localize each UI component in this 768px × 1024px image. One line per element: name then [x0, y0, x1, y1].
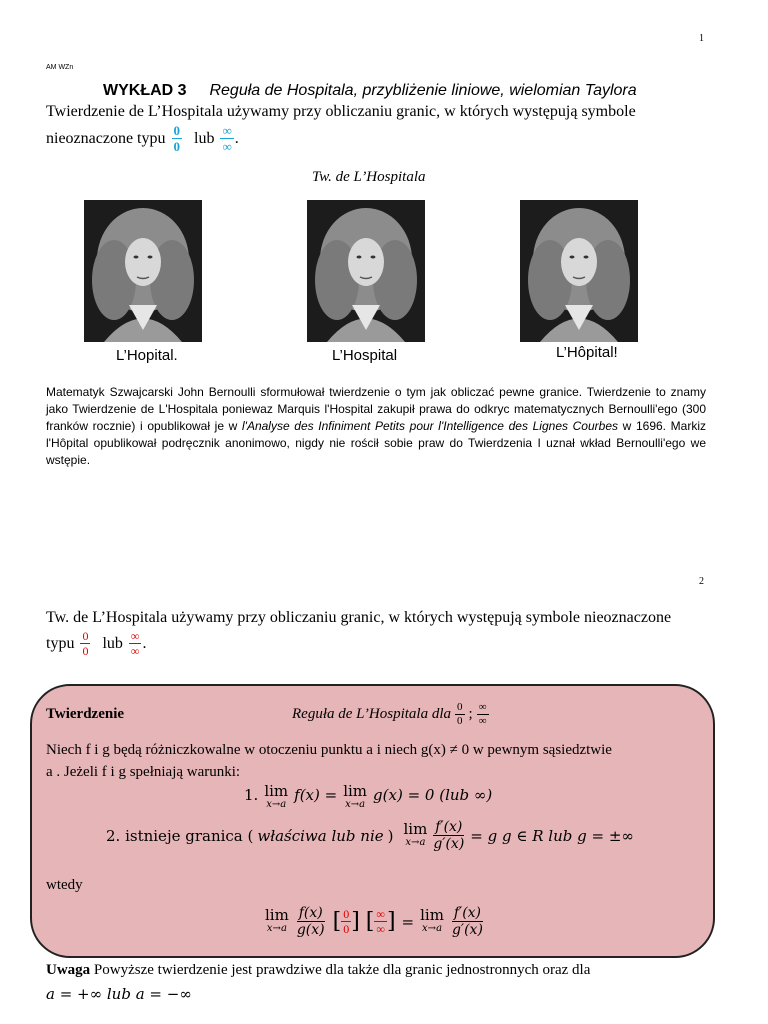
- separator: ;: [468, 706, 473, 722]
- wtedy-label: wtedy: [46, 877, 83, 893]
- portrait-caption: L’Hôpital!: [556, 344, 618, 361]
- lub-word: lub: [102, 634, 123, 652]
- intro-line-1: Tw. de L’Hospitala używamy przy obliczaniu granic, w których występują symbole nieoznaczone: [46, 609, 672, 626]
- intro-line-1: Twierdzenie de L’Hospitala używamy przy obliczaniu granic, w których występują symbole: [46, 103, 636, 120]
- limit-operator: [264, 784, 288, 810]
- condition-rhs: = g g ∈ R lub g = ±∞: [470, 826, 634, 845]
- frac-num: 0: [82, 629, 89, 643]
- theorem-title: [292, 702, 489, 727]
- fraction-zero-zero: [172, 124, 183, 153]
- remark-line-1: [46, 962, 590, 979]
- derivative-ratio: [431, 820, 466, 851]
- frac-num: ∞: [130, 629, 140, 643]
- fraction-zero-zero: [80, 630, 90, 657]
- lim-op: lim: [265, 906, 289, 925]
- frac-den: 0: [173, 139, 180, 154]
- portrait-caption: L’Hospital: [332, 347, 398, 364]
- bracket-left: [: [332, 909, 342, 934]
- lim-sub: x→a: [422, 923, 443, 935]
- indeterminate-inf-inf: [366, 908, 396, 935]
- frac-den: ∞: [478, 715, 487, 727]
- indeterminate-zero-zero: [333, 908, 360, 935]
- remark-line-2: a = +∞ lub a = −∞: [46, 985, 192, 1003]
- portrait-caption: L’Hopital.: [116, 347, 178, 364]
- author-tag: AM WZn: [46, 64, 74, 71]
- conclusion-formula: [265, 906, 485, 937]
- theorem-title-text: Reguła de L’Hospitala dla: [292, 706, 452, 722]
- frac-num: ∞: [478, 701, 487, 713]
- frac-den: 0: [82, 644, 89, 658]
- frac-num: 0: [343, 907, 350, 921]
- lim-op: lim: [264, 782, 289, 800]
- remark-label: Uwaga: [46, 962, 91, 978]
- function-ratio: [295, 906, 327, 937]
- bracket-left: [: [365, 909, 375, 934]
- frac-num: ∞: [222, 123, 232, 138]
- limit-operator: [265, 908, 289, 934]
- equals-sign: =: [401, 912, 415, 931]
- frac-num: f′(x): [453, 905, 482, 921]
- portrait-image: [520, 200, 638, 342]
- page-number: 1: [699, 33, 704, 44]
- condition-number: 1.: [244, 786, 259, 804]
- fraction-inf-inf: [374, 908, 387, 935]
- fraction-zero-zero: [341, 908, 351, 935]
- limit-operator: [343, 784, 367, 810]
- period: .: [142, 634, 147, 652]
- figure-title: Tw. de L’Hospitala: [312, 169, 426, 185]
- condition-text: 2. istnieje granica (: [106, 826, 254, 845]
- limit-operator: [420, 908, 444, 934]
- paren: ): [387, 826, 394, 845]
- lim-sub: x→a: [345, 798, 366, 810]
- fraction-inf-inf: [129, 630, 142, 657]
- bracket-right: ]: [386, 909, 396, 934]
- frac-num: f′(x): [435, 819, 463, 835]
- frac-den: g(x): [296, 922, 325, 938]
- frac-num: ∞: [376, 907, 385, 921]
- period: .: [234, 129, 239, 147]
- fraction-zero-zero: [455, 702, 465, 727]
- book-title: l'Analyse des Infiniment Petits pour l'Intelligence des Lignes Courbes: [242, 419, 618, 433]
- limit-operator: [404, 822, 428, 848]
- condition-italic: właściwa lub nie: [257, 826, 384, 845]
- lecture-heading: [103, 82, 637, 100]
- condition-expression: f(x) =: [294, 786, 338, 804]
- lim-sub: x→a: [405, 837, 426, 849]
- fraction-inf-inf: [477, 702, 489, 727]
- intro-prefix: typu: [46, 634, 75, 652]
- intro-prefix: nieoznaczone typu: [46, 129, 166, 147]
- frac-den: g′(x): [433, 836, 465, 852]
- condition-1: [244, 784, 492, 810]
- fraction-inf-inf: [220, 124, 233, 153]
- condition-2: [106, 820, 634, 851]
- lecture-topic: Reguła de Hospitala, przybliżenie liniowe, wielomian Taylora: [209, 82, 637, 99]
- intro-line-2: [46, 124, 239, 153]
- derivative-ratio: [450, 906, 485, 937]
- bio-text: w 1696. Markiz l'Hôpital opublikował podręcznik anonimowo, nigdy nie rościł sobie praw do Twierdzenia I uznał wkład Bernoulli'ego we wstępie.: [46, 419, 706, 467]
- frac-den: g′(x): [451, 922, 483, 938]
- intro-line-2: [46, 630, 146, 657]
- lim-sub: x→a: [266, 798, 287, 810]
- lim-sub: x→a: [266, 923, 287, 935]
- condition-expression: g(x) = 0 (lub ∞): [373, 786, 493, 804]
- theorem-line-1: Niech f i g będą różniczkowalne w otoczeniu punktu a i niech g(x) ≠ 0 w pewnym sąsiedztwie: [46, 742, 612, 758]
- portrait-image: [84, 200, 202, 342]
- bio-text: Matematyk Szwajcarski John Bernoulli sformułował twierdzenie o tym jak obliczać pewne granice. Twierdzenie to znamy jako Twierdzenie de L'Hospitala poniewaz Marquis l'Hospital zakupił prawa do odkryc matematycznych Bernoulli'ego (300 franków rocznie) i opublikował je w: [46, 385, 706, 433]
- lim-op: lim: [403, 820, 428, 839]
- frac-num: f(x): [298, 905, 323, 921]
- frac-den: ∞: [376, 922, 385, 936]
- theorem-line-2: a . Jeżeli f i g spełniają warunki:: [46, 764, 241, 780]
- lim-op: lim: [420, 906, 444, 925]
- lub-word: lub: [194, 129, 215, 147]
- frac-den: ∞: [222, 139, 232, 154]
- biography-paragraph: [46, 384, 706, 469]
- frac-den: 0: [343, 922, 350, 936]
- frac-num: 0: [173, 123, 180, 138]
- frac-den: ∞: [130, 644, 140, 658]
- lim-op: lim: [343, 782, 368, 800]
- lecture-label: WYKŁAD 3: [103, 82, 187, 99]
- bracket-right: ]: [351, 909, 360, 934]
- frac-num: 0: [457, 701, 463, 713]
- portrait-image: [307, 200, 425, 342]
- page-number: 2: [699, 576, 704, 587]
- frac-den: 0: [457, 715, 463, 727]
- remark-text: Powyższe twierdzenie jest prawdziwe dla także dla granic jednostronnych oraz dla: [90, 962, 591, 978]
- theorem-heading: Twierdzenie: [46, 706, 125, 722]
